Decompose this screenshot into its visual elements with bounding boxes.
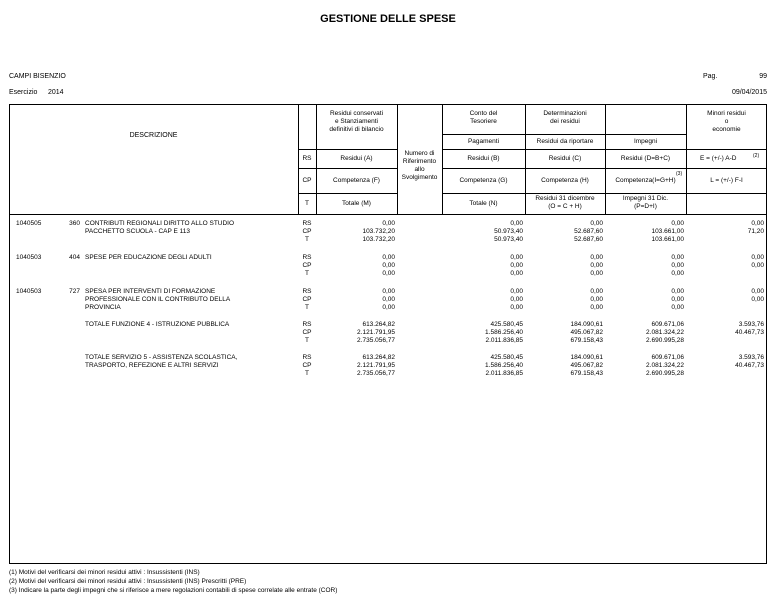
row-code: 1040503 bbox=[16, 288, 42, 295]
residui-31-header: Residui 31 dicembre (O = C + H) bbox=[535, 195, 595, 210]
residui-b-header: Residui (B) bbox=[467, 155, 500, 162]
value-cell-a: 2.735.056,77 bbox=[357, 370, 395, 377]
row-description: TRASPORTO, REFEZIONE E ALTRI SERVIZI bbox=[85, 362, 219, 369]
divider bbox=[298, 149, 397, 150]
value-cell-d: 2.690.995,28 bbox=[646, 337, 684, 344]
row-description: SPESA PER INTERVENTI DI FORMAZIONE bbox=[85, 288, 216, 295]
totale-n-header: Totale (N) bbox=[469, 200, 498, 207]
value-cell-d: 0,00 bbox=[671, 288, 684, 295]
value-cell-a: 2.735.056,77 bbox=[357, 337, 395, 344]
value-cell-c: 52.687,60 bbox=[574, 236, 603, 243]
divider bbox=[442, 168, 767, 169]
row-code: 1040503 bbox=[16, 254, 42, 261]
row-type-label: CP bbox=[302, 362, 312, 369]
value-cell-e: 0,00 bbox=[751, 296, 764, 303]
value-cell-d: 2.690.995,28 bbox=[646, 370, 684, 377]
value-cell-d: 2.081.324,22 bbox=[646, 329, 684, 336]
competenza-f-header: Competenza (F) bbox=[333, 177, 380, 184]
descrizione-header: DESCRIZIONE bbox=[129, 132, 178, 139]
value-cell-a: 0,00 bbox=[382, 304, 395, 311]
value-cell-b: 0,00 bbox=[510, 220, 523, 227]
row-description: TOTALE SERVIZIO 5 - ASSISTENZA SCOLASTICA, bbox=[85, 354, 238, 361]
value-cell-e: 40.467,73 bbox=[735, 329, 764, 336]
row-number: 404 bbox=[69, 254, 80, 261]
value-cell-b: 0,00 bbox=[510, 288, 523, 295]
t-label: T bbox=[305, 200, 309, 207]
value-cell-d: 0,00 bbox=[671, 296, 684, 303]
impegni-31-header: Impegni 31 Dic. (P=D+I) bbox=[622, 195, 669, 210]
value-cell-b: 1.586.256,40 bbox=[485, 362, 523, 369]
divider bbox=[9, 214, 767, 215]
value-cell-b: 1.586.256,40 bbox=[485, 329, 523, 336]
value-cell-c: 0,00 bbox=[590, 304, 603, 311]
value-cell-e: 3.593,76 bbox=[738, 321, 764, 328]
value-cell-c: 0,00 bbox=[590, 262, 603, 269]
row-description: CONTRIBUTI REGIONALI DIRITTO ALLO STUDIO bbox=[85, 220, 235, 227]
value-cell-b: 425.580,45 bbox=[490, 321, 523, 328]
residui-da-riportare-header: Residui da riportare bbox=[536, 138, 594, 145]
value-cell-c: 0,00 bbox=[590, 220, 603, 227]
impegni-header: Impegni bbox=[633, 138, 658, 145]
competenza-g-header: Competenza (G) bbox=[459, 177, 508, 184]
value-cell-e: 0,00 bbox=[751, 262, 764, 269]
row-description: PROFESSIONALE CON IL CONTRIBUTO DELLA bbox=[85, 296, 231, 303]
value-cell-c: 184.090,61 bbox=[570, 321, 603, 328]
value-cell-b: 0,00 bbox=[510, 304, 523, 311]
row-type-label: RS bbox=[302, 254, 312, 261]
numero-riferimento-header: Numero di Riferimento allo Svolgimento bbox=[401, 150, 438, 181]
row-type-label: T bbox=[305, 236, 309, 243]
value-cell-e: 71,20 bbox=[747, 228, 764, 235]
value-cell-a: 0,00 bbox=[382, 262, 395, 269]
rs-label: RS bbox=[302, 155, 312, 162]
page-number: 99 bbox=[759, 73, 767, 80]
value-cell-b: 2.011.836,85 bbox=[485, 337, 523, 344]
value-cell-e: 40.467,73 bbox=[735, 362, 764, 369]
residui-d-header: Residui (D=B+C) bbox=[620, 155, 671, 162]
row-code: 1040505 bbox=[16, 220, 42, 227]
divider bbox=[442, 149, 767, 150]
row-description: TOTALE FUNZIONE 4 - ISTRUZIONE PUBBLICA bbox=[85, 321, 230, 328]
value-cell-a: 613.264,82 bbox=[362, 321, 395, 328]
page-title: GESTIONE DELLE SPESE bbox=[320, 13, 456, 25]
value-cell-c: 0,00 bbox=[590, 296, 603, 303]
row-type-label: T bbox=[305, 304, 309, 311]
value-cell-c: 184.090,61 bbox=[570, 354, 603, 361]
row-number: 360 bbox=[69, 220, 80, 227]
value-cell-c: 495.067,82 bbox=[570, 362, 603, 369]
residui-c-header: Residui (C) bbox=[548, 155, 582, 162]
e-formula-header: E = (+/-) A-D bbox=[700, 155, 737, 162]
value-cell-c: 0,00 bbox=[590, 254, 603, 261]
row-type-label: RS bbox=[302, 220, 312, 227]
row-type-label: CP bbox=[302, 228, 312, 235]
value-cell-d: 103.661,00 bbox=[651, 228, 684, 235]
exercise-year: 2014 bbox=[48, 89, 64, 96]
footnote-2: (2) Motivi del verificarsi dei minori residui attivi : Insussistenti (INS) Prescritti (PRE) bbox=[9, 578, 247, 585]
row-type-label: T bbox=[305, 337, 309, 344]
totale-m-header: Totale (M) bbox=[342, 200, 371, 207]
row-type-label: CP bbox=[302, 262, 312, 269]
value-cell-b: 0,00 bbox=[510, 262, 523, 269]
value-cell-a: 0,00 bbox=[382, 288, 395, 295]
value-cell-d: 609.671,06 bbox=[651, 354, 684, 361]
value-cell-a: 103.732,20 bbox=[362, 236, 395, 243]
value-cell-a: 0,00 bbox=[382, 270, 395, 277]
value-cell-e: 3.593,76 bbox=[738, 354, 764, 361]
value-cell-a: 2.121.791,95 bbox=[357, 362, 395, 369]
entity-name: CAMPI BISENZIO bbox=[9, 73, 66, 80]
pagamenti-header: Pagamenti bbox=[467, 138, 500, 145]
value-cell-a: 2.121.791,95 bbox=[357, 329, 395, 336]
value-cell-d: 0,00 bbox=[671, 254, 684, 261]
value-cell-a: 0,00 bbox=[382, 220, 395, 227]
value-cell-b: 50.973,40 bbox=[494, 228, 523, 235]
value-cell-e: 0,00 bbox=[751, 254, 764, 261]
value-cell-d: 0,00 bbox=[671, 270, 684, 277]
value-cell-b: 2.011.836,85 bbox=[485, 370, 523, 377]
row-type-label: T bbox=[305, 370, 309, 377]
value-cell-e: 0,00 bbox=[751, 288, 764, 295]
row-type-label: CP bbox=[302, 296, 312, 303]
value-cell-c: 679.158,43 bbox=[570, 337, 603, 344]
value-cell-d: 0,00 bbox=[671, 304, 684, 311]
cp-label: CP bbox=[302, 177, 312, 184]
row-type-label: RS bbox=[302, 288, 312, 295]
minori-residui-header: Minori residui o economie bbox=[707, 110, 746, 133]
divider bbox=[442, 193, 767, 194]
residui-conservati-header: Residui conservati e Stanziamenti definitivi di bilancio bbox=[329, 110, 384, 133]
value-cell-a: 0,00 bbox=[382, 254, 395, 261]
row-description: SPESE PER EDUCAZIONE DEGLI ADULTI bbox=[85, 254, 212, 261]
value-cell-a: 613.264,82 bbox=[362, 354, 395, 361]
value-cell-d: 2.081.324,22 bbox=[646, 362, 684, 369]
footnote-3: (3) Indicare la parte degli impegni che si riferisce a mere regolazioni contabili di spese correlate alle entrate (COR) bbox=[9, 587, 338, 594]
divider bbox=[298, 193, 397, 194]
value-cell-b: 0,00 bbox=[510, 296, 523, 303]
value-cell-e: 0,00 bbox=[751, 220, 764, 227]
value-cell-b: 50.973,40 bbox=[494, 236, 523, 243]
footnote-1: (1) Motivi del verificarsi dei minori residui attivi : Insussistenti (INS) bbox=[9, 569, 200, 576]
row-type-label: T bbox=[305, 270, 309, 277]
report-date: 09/04/2015 bbox=[731, 89, 767, 96]
competenza-h-header: Competenza (H) bbox=[541, 177, 589, 184]
value-cell-d: 0,00 bbox=[671, 220, 684, 227]
determinazioni-header: Determinazioni dei residui bbox=[543, 110, 587, 125]
residui-a-header: Residui (A) bbox=[340, 155, 373, 162]
value-cell-c: 0,00 bbox=[590, 270, 603, 277]
value-cell-c: 495.067,82 bbox=[570, 329, 603, 336]
divider bbox=[298, 168, 397, 169]
row-number: 727 bbox=[69, 288, 80, 295]
competenza-i-header: Competenza(I=G+H) bbox=[615, 177, 676, 184]
value-cell-a: 0,00 bbox=[382, 296, 395, 303]
row-description: PACCHETTO SCUOLA - CAP E 113 bbox=[85, 228, 190, 235]
value-cell-a: 103.732,20 bbox=[362, 228, 395, 235]
row-description: PROVINCIA bbox=[85, 304, 121, 311]
divider bbox=[442, 134, 686, 135]
page-label: Pag. bbox=[703, 73, 718, 80]
row-type-label: RS bbox=[302, 354, 312, 361]
value-cell-b: 425.580,45 bbox=[490, 354, 523, 361]
value-cell-c: 0,00 bbox=[590, 288, 603, 295]
value-cell-d: 103.661,00 bbox=[651, 236, 684, 243]
value-cell-b: 0,00 bbox=[510, 270, 523, 277]
value-cell-c: 679.158,43 bbox=[570, 370, 603, 377]
row-type-label: CP bbox=[302, 329, 312, 336]
exercise-label: Esercizio bbox=[9, 89, 38, 96]
i-note: (3) bbox=[676, 171, 683, 177]
value-cell-d: 609.671,06 bbox=[651, 321, 684, 328]
l-formula-header: L = (+/-) F-I bbox=[710, 177, 743, 184]
value-cell-c: 52.687,60 bbox=[574, 228, 603, 235]
value-cell-d: 0,00 bbox=[671, 262, 684, 269]
value-cell-b: 0,00 bbox=[510, 254, 523, 261]
conto-tesoriere-header: Conto del Tesoriere bbox=[469, 110, 498, 125]
row-type-label: RS bbox=[302, 321, 312, 328]
e-note: (2) bbox=[753, 153, 760, 159]
